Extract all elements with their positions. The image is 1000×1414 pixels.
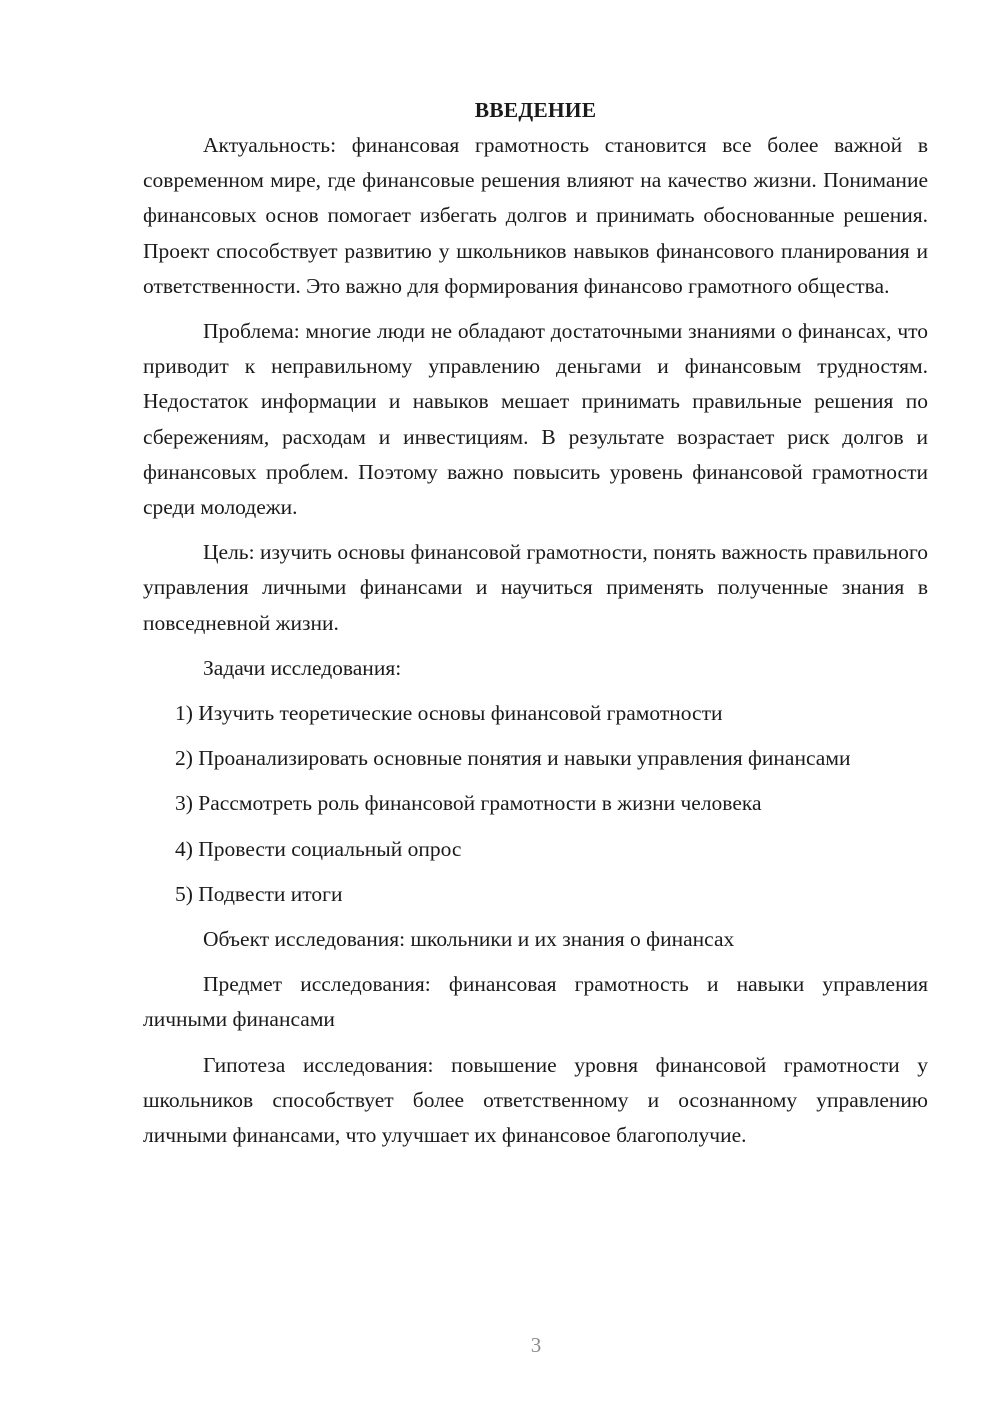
paragraph-object: Объект исследования: школьники и их знания о финансах — [203, 927, 735, 952]
task-item: 3) Рассмотреть роль финансовой грамотности в жизни человека — [175, 791, 762, 816]
task-item: 5) Подвести итоги — [175, 881, 343, 906]
paragraph-goal: Цель: изучить основы финансовой грамотности, понять важность правильного управления личными финансами и научиться применять полученные знания в повседневной жизни. — [143, 540, 928, 635]
paragraph-subject: Предмет исследования: финансовая грамотность и навыки управления личными финансами — [143, 972, 928, 1032]
page-title: ВВЕДЕНИЕ — [474, 98, 597, 122]
document-page — [143, 93, 928, 1163]
paragraph-problem: Проблема: многие люди не обладают достаточными знаниями о финансах, что приводит к неправильному управлению деньгами и финансовым трудностям. Недостаток информации и навыков мешает принимать правильные решения по сбережениям, расходам и инвестициям. В результате возрастает риск долгов и финансовых проблем. Поэтому важно повысить уровень финансовой грамотности среди молодежи. — [143, 319, 928, 520]
tasks-heading: Задачи исследования: — [203, 655, 402, 680]
paragraph-relevance: Актуальность: финансовая грамотность становится все более важной в современном мире, где финансовые решения влияют на качество жизни. Понимание финансовых основ помогает избегать долгов и принимать обоснованные решения. Проект способствует развитию у школьников навыков финансового планирования и ответственности. Это важно для формирования финансово грамотного общества. — [143, 133, 928, 298]
task-item: 2) Проанализировать основные понятия и навыки управления финансами — [175, 746, 851, 771]
page-number: 3 — [530, 1333, 542, 1357]
task-item: 1) Изучить теоретические основы финансовой грамотности — [175, 701, 723, 726]
paragraph-hypothesis: Гипотеза исследования: повышение уровня финансовой грамотности у школьников способствует более ответственному и осознанному управлению личными финансами, что улучшает их финансовое благополучие. — [143, 1052, 928, 1148]
task-item: 4) Провести социальный опрос — [175, 836, 462, 861]
